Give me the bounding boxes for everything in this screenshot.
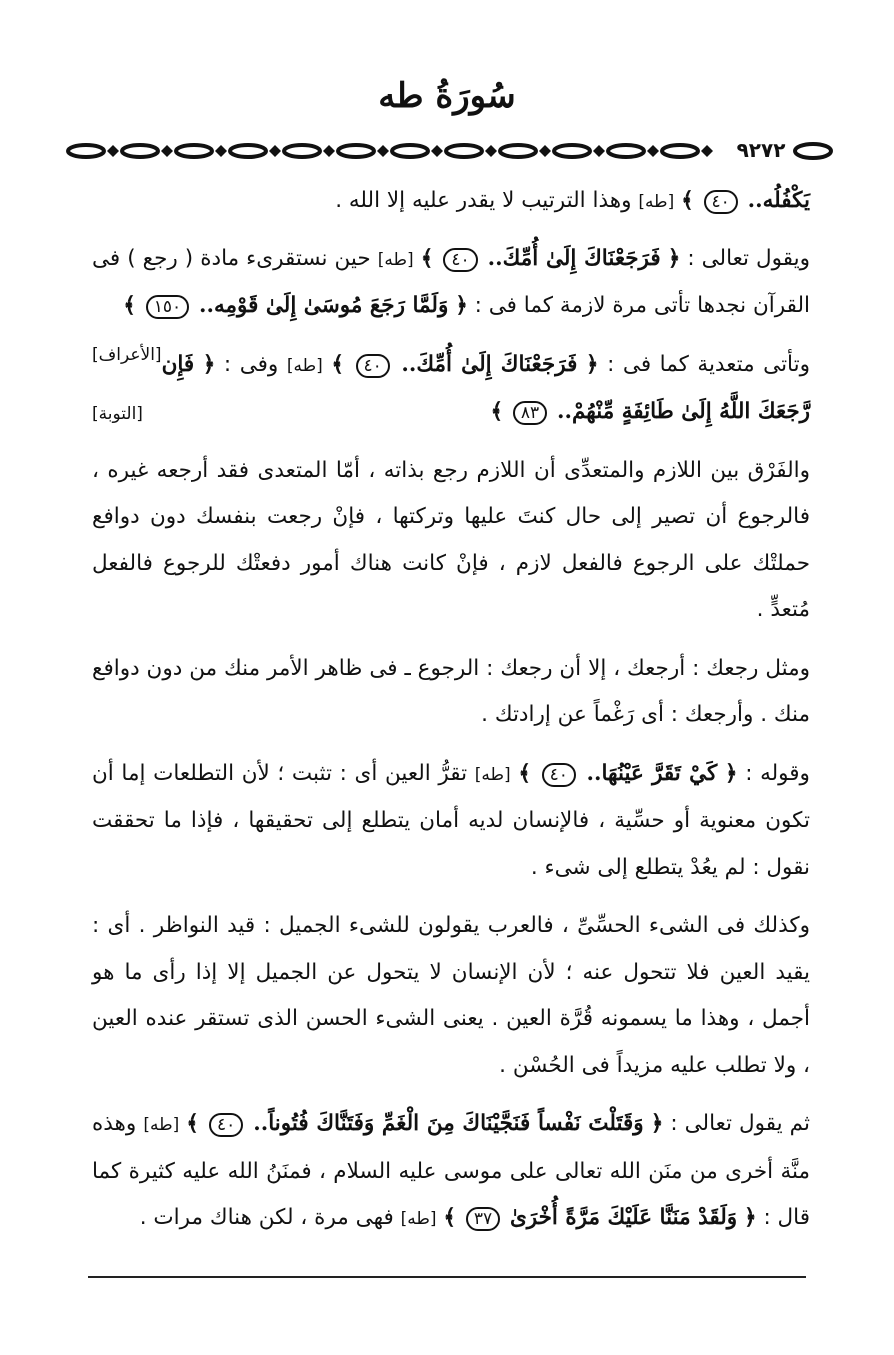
chain-link [608,145,644,157]
verse-bracket: ﴿ [667,245,681,271]
body-text: تقرُّ العين أى : تثبت ؛ لأن التطلعات إما أن تكون معنوية أو حسِّية ، فالإنسان لديه أمان يتطلع إلى تحقيقها ، فإذا ما تحققت نقول : لم يعُدْ يتطلع إلى شىء . [92,760,810,880]
surah-ref-end: [التوبة] [92,404,143,424]
chain-links [68,145,713,157]
verse-bracket: ﴿ [585,351,599,377]
surah-ref: [طه] [638,192,675,212]
verse-text: وَلَمَّا رَجَعَ مُوسَىٰ إِلَىٰ قَوْمِه.. [198,293,449,318]
chain-link [176,145,212,157]
verse-bracket: ﴿ [650,1111,664,1136]
chain-diamond [701,145,713,157]
chain-link [338,145,374,157]
ayah-number: ٤٠ [356,354,390,378]
chain-link [392,145,428,157]
chain-link [68,145,104,157]
ayah-number: ٤٠ [542,763,576,787]
body-text: وتأتى متعدية كما فى : [607,351,810,377]
verse-bracket: ﴾ [186,1111,199,1136]
verse-bracket: ﴾ [123,293,136,318]
body-text: فهى مرة ، لكن هناك مرات . [139,1205,394,1230]
body-text: وقوله : [745,760,810,786]
verse-text: فَرَجَعْنَاكَ إِلَىٰ أُمِّكَ.. [487,245,661,271]
chain-diamond [647,145,659,157]
verse-text: وَلَقَدْ مَنَنَّا عَلَيْكَ مَرَّةً أُخْرَىٰ [509,1205,738,1230]
verse-bracket: ﴾ [518,760,531,786]
page-number: ٩٢٧٢ [736,138,786,162]
chain-diamond [215,145,227,157]
chain-link [122,145,158,157]
chain-link [554,145,590,157]
body-text: ويقول تعالى : [687,245,811,271]
paragraph-1 [92,178,810,226]
chain-link [230,145,266,157]
verse-text: فَرَجَعْنَاكَ إِلَىٰ أُمِّكَ.. [401,351,578,377]
chain-diamond [593,145,605,157]
surah-ref: [طه] [474,764,511,785]
chain-diamond [539,145,551,157]
chain-ornament [62,138,732,164]
paragraph-4 [92,448,810,634]
ayah-number: ٨٣ [513,401,547,425]
paragraph-6 [92,751,810,892]
surah-ref: [طه] [377,249,414,270]
chain-diamond [431,145,443,157]
paragraph-7 [92,903,810,1089]
body-text: حين نستقرىء مادة ( رجع ) فى القرآن نجدها تأتى مرة لازمة كما فى : [92,245,810,318]
verse-bracket: ﴿ [202,351,216,377]
chain-diamond [485,145,497,157]
chain-end-ornament [792,138,834,164]
surah-ref-end: [الأعراف] [92,344,162,365]
page-content [92,178,810,1255]
bottom-rule [88,1276,806,1278]
verse-bracket: ﴾ [420,245,434,271]
chain-diamond [161,145,173,157]
surah-ref: [طه] [286,355,323,376]
verse-bracket: ﴾ [681,188,694,213]
body-text: وكذلك فى الشىء الحسِّىِّ ، فالعرب يقولون للشىء الجميل : قيد النواظر . أى : يقيد العين فلا تتحول عنه ؛ لأن الإنسان لا يتحول عن الجميل إلا إذا رأى ما هو أجمل ، وهذا ما يسمونه قُرَّة العين . يعنى الشىء الحسن الذى تستقر عنده العين ، ولا تطلب عليه مزيداً فى الحُسْن . [92,913,810,1078]
verse-bracket: ﴾ [331,351,344,377]
ayah-number: ٣٧ [466,1207,500,1231]
verse-text: فَإِن رَّجَعَكَ اللَّهُ إِلَىٰ طَائِفَةٍ مِّنْهُمْ.. [161,351,810,424]
body-text: والفَرْق بين اللازم والمتعدِّى أن اللازم رجع بذاته ، أمّا المتعدى فقد أرجعه غيره ، فالرجوع أن تصير إلى حال كنتَ عليها وتركتها ، فإنْ رجعت بنفسك دون دوافع حملتْك على الرجوع فالفعل لازم ، فإنْ كانت هناك أمور دفعتْك للرجوع فالفعل مُتعدٍّ . [92,457,810,622]
chain-link [446,145,482,157]
verse-bracket: ﴾ [443,1205,456,1230]
verse-bracket: ﴾ [490,399,504,424]
chain-diamond [107,145,119,157]
chain-diamond [323,145,335,157]
ayah-number: ١٥٠ [146,295,189,319]
body-text: ثم يقول تعالى : [670,1111,810,1136]
surah-ref: [طه] [143,1115,180,1135]
verse-bracket: ﴿ [744,1205,757,1230]
verse-bracket: ﴿ [724,760,738,786]
body-text: ومثل رجعك : أرجعك ، إلا أن رجعك : الرجوع ـ فى ظاهر الأمر منك من دون دوافع منك . وأرجعك : أى رَغْماً عن إرادتك . [92,655,810,727]
chain-link [500,145,536,157]
ayah-number: ٤٠ [209,1113,243,1137]
verse-text: كَيْ تَقَرَّ عَيْنُهَا.. [586,760,718,786]
paragraph-5 [92,646,810,739]
verse-text: يَكْفُلُه.. [747,188,810,213]
ayah-number: ٤٠ [443,248,477,272]
surah-title: سُورَةُ طه [378,76,516,116]
verse-text: وَقَتَلْتَ نَفْساً فَنَجَّيْنَاكَ مِنَ الْغَمِّ وَفَتَنَّاكَ فُتُوناً.. [253,1111,644,1136]
paragraph-3 [92,342,810,436]
chain-link [662,145,698,157]
surah-ref: [طه] [400,1209,437,1229]
verse-bracket: ﴿ [455,293,468,318]
chain-diamond [377,145,389,157]
body-text: وفى : [223,351,279,377]
body-text: وهذه منَّة أخرى من منَن الله تعالى على موسى عليه السلام ، فمنَنُ الله عليه كثيرة كما قال : [92,1111,810,1230]
paragraph-8 [92,1101,810,1243]
body-text: وهذا الترتيب لا يقدر عليه إلا الله . [335,188,632,213]
chain-diamond [269,145,281,157]
ayah-number: ٤٠ [704,190,738,214]
chain-link [284,145,320,157]
